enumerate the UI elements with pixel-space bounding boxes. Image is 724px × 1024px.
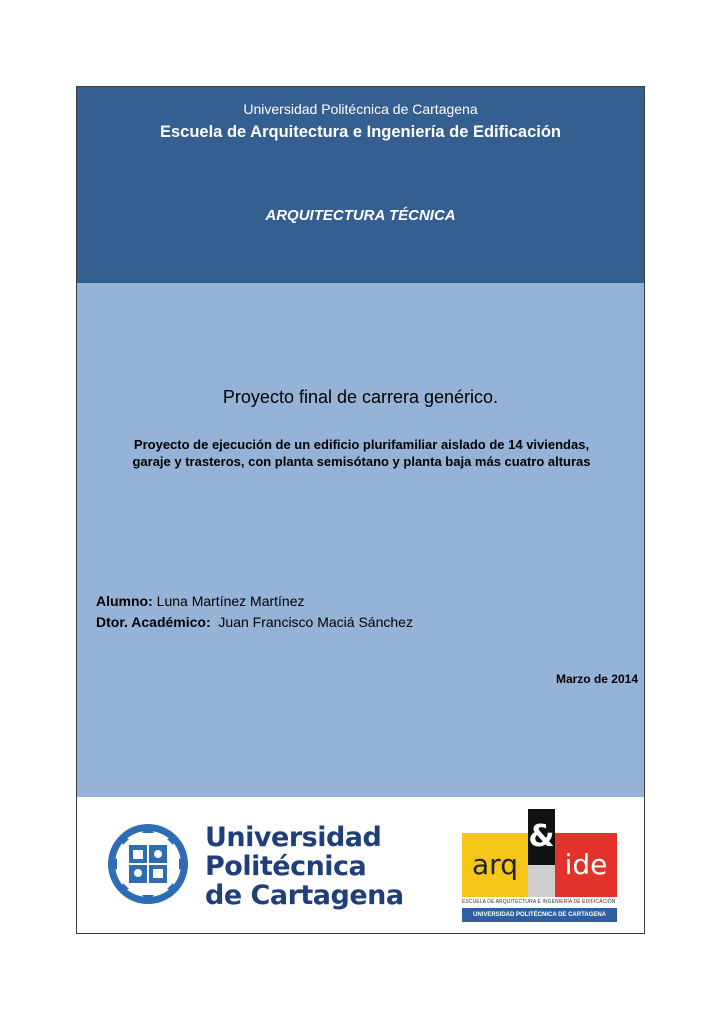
student-row — [96, 591, 413, 612]
university-name: Universidad Politécnica de Cartagena — [243, 101, 478, 117]
arq-caption: ESCUELA DE ARQUITECTURA E INGENIERÍA DE EDIFICACIÓN — [462, 899, 616, 905]
degree-name: ARQUITECTURA TÉCNICA — [265, 207, 456, 224]
advisor-label: Dtor. Académico: — [96, 614, 211, 630]
project-title: Proyecto final de carrera genérico. — [222, 387, 499, 407]
arq-ide-logo — [462, 809, 617, 923]
project-subtitle — [97, 436, 626, 470]
advisor-name: Juan Francisco Maciá Sánchez — [218, 614, 413, 630]
advisor-row — [96, 612, 413, 633]
header-band — [77, 87, 644, 283]
student-name: Luna Martínez Martínez — [156, 593, 305, 609]
subtitle-line-2: garaje y trasteros, con planta semisótano y planta baja más cuatro alturas — [132, 454, 591, 469]
upct-line-2: Politécnica — [205, 851, 367, 882]
upct-line-1: Universidad — [205, 822, 382, 853]
ampersand-block: & — [528, 809, 555, 865]
upct-wordmark — [205, 823, 404, 910]
logo-divider — [528, 865, 555, 897]
student-label: Alumno: — [96, 593, 153, 609]
upct-seal-icon — [107, 823, 189, 905]
authors-block — [96, 591, 413, 633]
arq-university-band: UNIVERSIDAD POLITÉCNICA DE CARTAGENA — [462, 908, 617, 922]
date-label: Marzo de 2014 — [555, 672, 638, 686]
upct-line-3: de Cartagena — [205, 880, 404, 911]
ide-block: ide — [555, 833, 617, 897]
cover-frame — [76, 86, 645, 934]
subtitle-line-1: Proyecto de ejecución de un edificio plurifamiliar aislado de 14 viviendas, — [133, 437, 590, 452]
logos-band — [77, 797, 644, 934]
school-name: Escuela de Arquitectura e Ingeniería de Edificación — [159, 123, 561, 141]
content-band — [77, 283, 644, 797]
arq-block: arq — [462, 833, 528, 897]
